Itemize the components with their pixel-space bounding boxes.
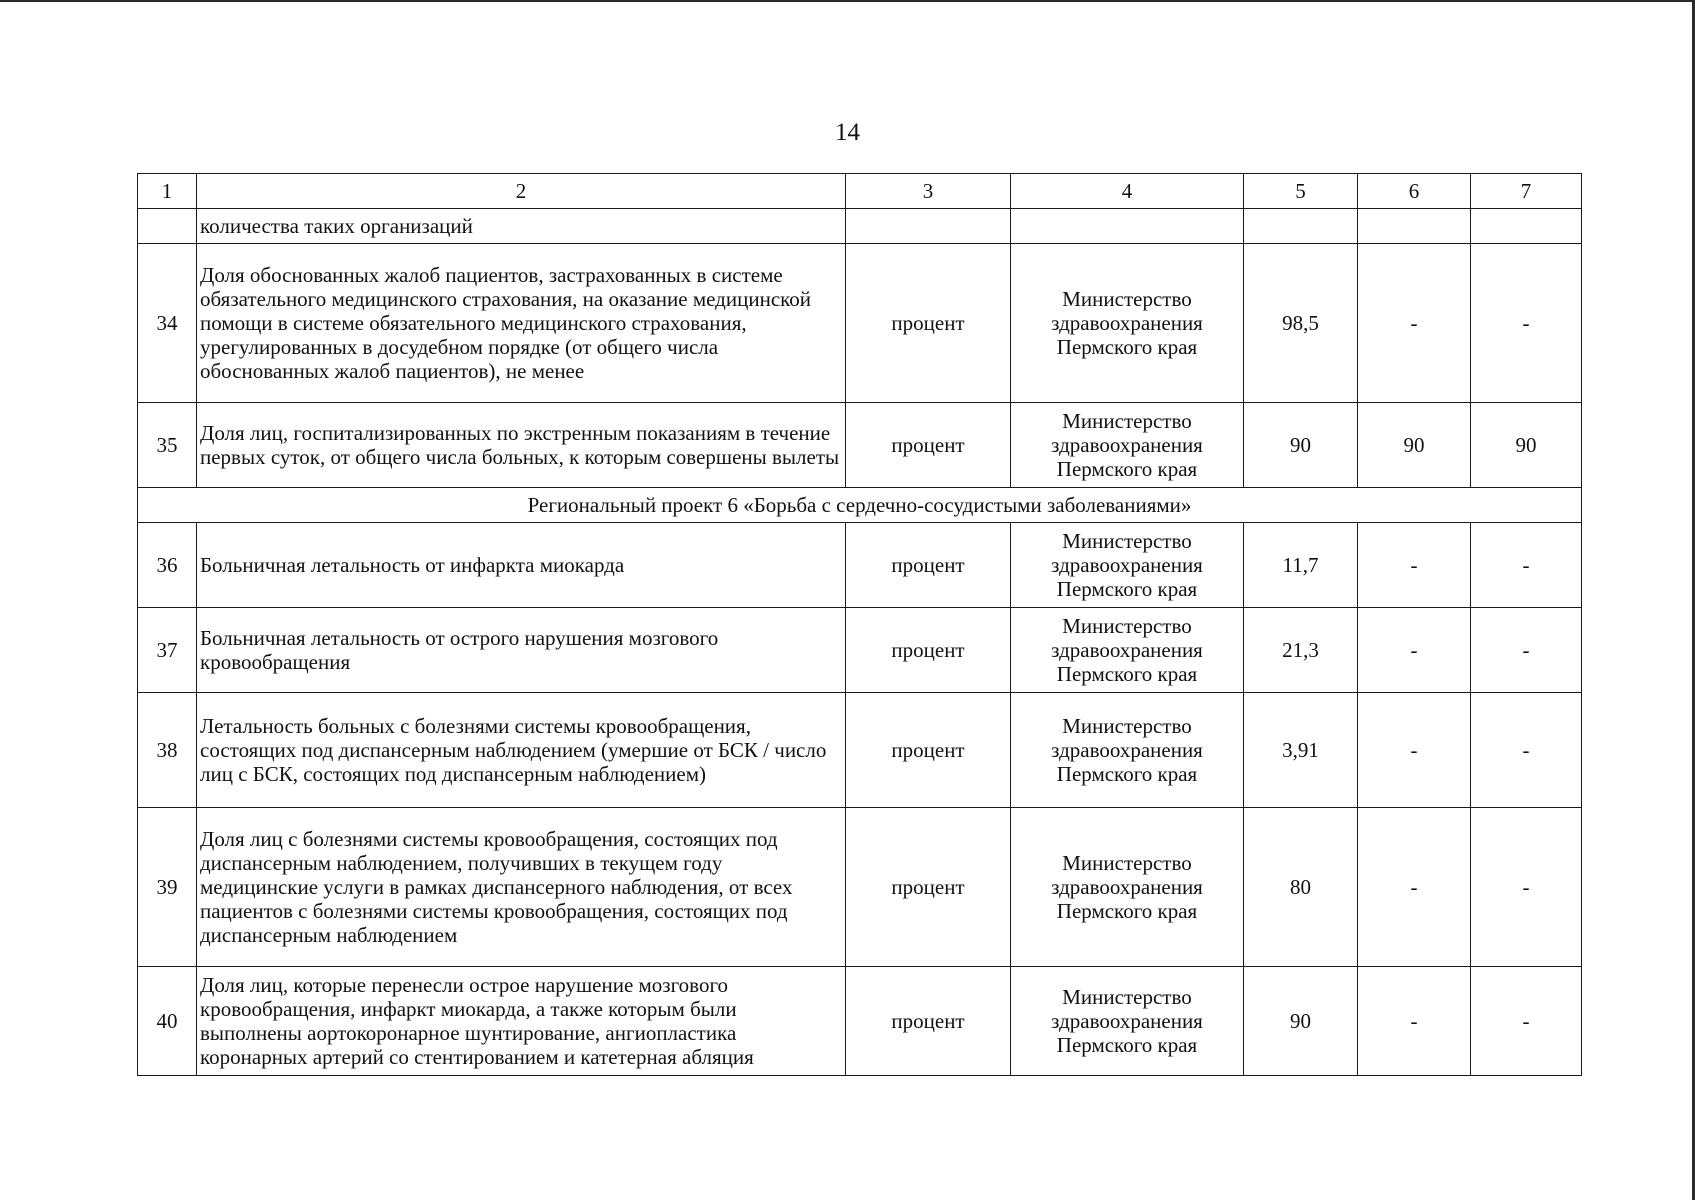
header-col-5: 5: [1244, 174, 1358, 209]
row-number: 39: [138, 808, 197, 967]
row-responsible: [1011, 967, 1244, 1076]
row-indicator: Доля лиц с болезнями системы кровообращения, состоящих под диспансерным наблюдением, получивших в текущем году медицинские услуги в рамках диспансерного наблюдения, от всех пациентов с болезнями системы кровообращения, состоящих под диспансерным наблюдением: [197, 808, 846, 967]
row-responsible: [1011, 608, 1244, 693]
row-unit: процент: [846, 808, 1011, 967]
row-value-6: [1358, 209, 1471, 244]
row-indicator: Летальность больных с болезнями системы кровообращения, состоящих под диспансерным наблюдением (умершие от БСК / число лиц с БСК, состоящих под диспансерным наблюдением): [197, 693, 846, 808]
responsible-line: Пермского края: [1056, 335, 1198, 359]
row-value-6: -: [1358, 967, 1471, 1076]
indicators-table: [137, 173, 1582, 1076]
responsible-line: Министерство: [1062, 529, 1192, 553]
header-col-2: 2: [197, 174, 846, 209]
responsible-line: Пермского края: [1056, 577, 1198, 601]
row-value-6: -: [1358, 244, 1471, 403]
table-row: [138, 403, 1582, 488]
row-number: 38: [138, 693, 197, 808]
responsible-line: Пермского края: [1056, 457, 1198, 481]
row-value-5: 98,5: [1244, 244, 1358, 403]
responsible-line: Министерство: [1062, 714, 1192, 738]
row-value-7: -: [1471, 808, 1582, 967]
row-number: 35: [138, 403, 197, 488]
responsible-line: здравоохранения: [1051, 738, 1203, 762]
responsible-line: здравоохранения: [1051, 433, 1203, 457]
row-indicator: Больничная летальность от острого нарушения мозгового кровообращения: [197, 608, 846, 693]
responsible-line: здравоохранения: [1051, 875, 1203, 899]
row-number: 36: [138, 523, 197, 608]
page-border-top: [0, 0, 1695, 2]
row-value-7: -: [1471, 608, 1582, 693]
row-value-6: 90: [1358, 403, 1471, 488]
row-indicator: Доля обоснованных жалоб пациентов, застрахованных в системе обязательного медицинского страхования, на оказание медицинской помощи в системе обязательного медицинского страхования, урегулированных в досудебном порядке (от общего числа обоснованных жалоб пациентов), не менее: [197, 244, 846, 403]
section-row: [138, 488, 1582, 523]
row-unit: процент: [846, 403, 1011, 488]
row-responsible: [1011, 403, 1244, 488]
row-unit: процент: [846, 244, 1011, 403]
row-indicator: Доля лиц, госпитализированных по экстренным показаниям в течение первых суток, от общего числа больных, к которым совершены вылеты: [197, 403, 846, 488]
responsible-line: здравоохранения: [1051, 553, 1203, 577]
header-col-3: 3: [846, 174, 1011, 209]
table-row: [138, 967, 1582, 1076]
row-value-5: 3,91: [1244, 693, 1358, 808]
row-number: 34: [138, 244, 197, 403]
row-value-5: 80: [1244, 808, 1358, 967]
responsible-line: здравоохранения: [1051, 1009, 1203, 1033]
row-value-5: 11,7: [1244, 523, 1358, 608]
responsible-line: здравоохранения: [1051, 311, 1203, 335]
row-number: 37: [138, 608, 197, 693]
row-value-6: -: [1358, 808, 1471, 967]
row-unit: процент: [846, 523, 1011, 608]
responsible-line: Министерство: [1062, 851, 1192, 875]
row-value-7: -: [1471, 523, 1582, 608]
responsible-line: Министерство: [1062, 409, 1192, 433]
table-row: [138, 608, 1582, 693]
table-row: [138, 523, 1582, 608]
row-unit: процент: [846, 967, 1011, 1076]
header-col-1: 1: [138, 174, 197, 209]
row-value-5: [1244, 209, 1358, 244]
table-row: [138, 693, 1582, 808]
row-value-7: -: [1471, 967, 1582, 1076]
row-value-7: 90: [1471, 403, 1582, 488]
row-responsible: [1011, 244, 1244, 403]
row-number: [138, 209, 197, 244]
row-unit: [846, 209, 1011, 244]
header-col-7: 7: [1471, 174, 1582, 209]
row-responsible: [1011, 523, 1244, 608]
row-value-7: -: [1471, 693, 1582, 808]
row-indicator: Больничная летальность от инфаркта миокарда: [197, 523, 846, 608]
row-value-5: 90: [1244, 403, 1358, 488]
row-responsible: [1011, 693, 1244, 808]
header-col-4: 4: [1011, 174, 1244, 209]
row-value-7: [1471, 209, 1582, 244]
row-unit: процент: [846, 693, 1011, 808]
row-value-5: 90: [1244, 967, 1358, 1076]
row-value-7: -: [1471, 244, 1582, 403]
header-col-6: 6: [1358, 174, 1471, 209]
table-row-continuation: [138, 209, 1582, 244]
table-row: [138, 808, 1582, 967]
responsible-line: Пермского края: [1056, 762, 1198, 786]
row-value-6: -: [1358, 523, 1471, 608]
table-row: [138, 244, 1582, 403]
responsible-line: Министерство: [1062, 287, 1192, 311]
responsible-line: Министерство: [1062, 985, 1192, 1009]
responsible-line: Пермского края: [1056, 662, 1198, 686]
row-responsible: [1011, 808, 1244, 967]
row-indicator: Доля лиц, которые перенесли острое нарушение мозгового кровообращения, инфаркт миокарда, а также которым были выполнены аортокоронарное шунтирование, ангиопластика коронарных артерий со стентированием и катетерная абляция: [197, 967, 846, 1076]
row-value-6: -: [1358, 608, 1471, 693]
row-unit: процент: [846, 608, 1011, 693]
responsible-line: здравоохранения: [1051, 638, 1203, 662]
row-value-6: -: [1358, 693, 1471, 808]
row-number: 40: [138, 967, 197, 1076]
table-header-row: [138, 174, 1582, 209]
responsible-line: Пермского края: [1056, 899, 1198, 923]
page-number: 14: [835, 119, 860, 146]
responsible-line: Пермского края: [1056, 1033, 1198, 1057]
responsible-line: Министерство: [1062, 614, 1192, 638]
row-responsible: [1011, 209, 1244, 244]
row-value-5: 21,3: [1244, 608, 1358, 693]
row-indicator: количества таких организаций: [197, 209, 846, 244]
section-title: Региональный проект 6 «Борьба с сердечно-сосудистыми заболеваниями»: [138, 488, 1582, 523]
